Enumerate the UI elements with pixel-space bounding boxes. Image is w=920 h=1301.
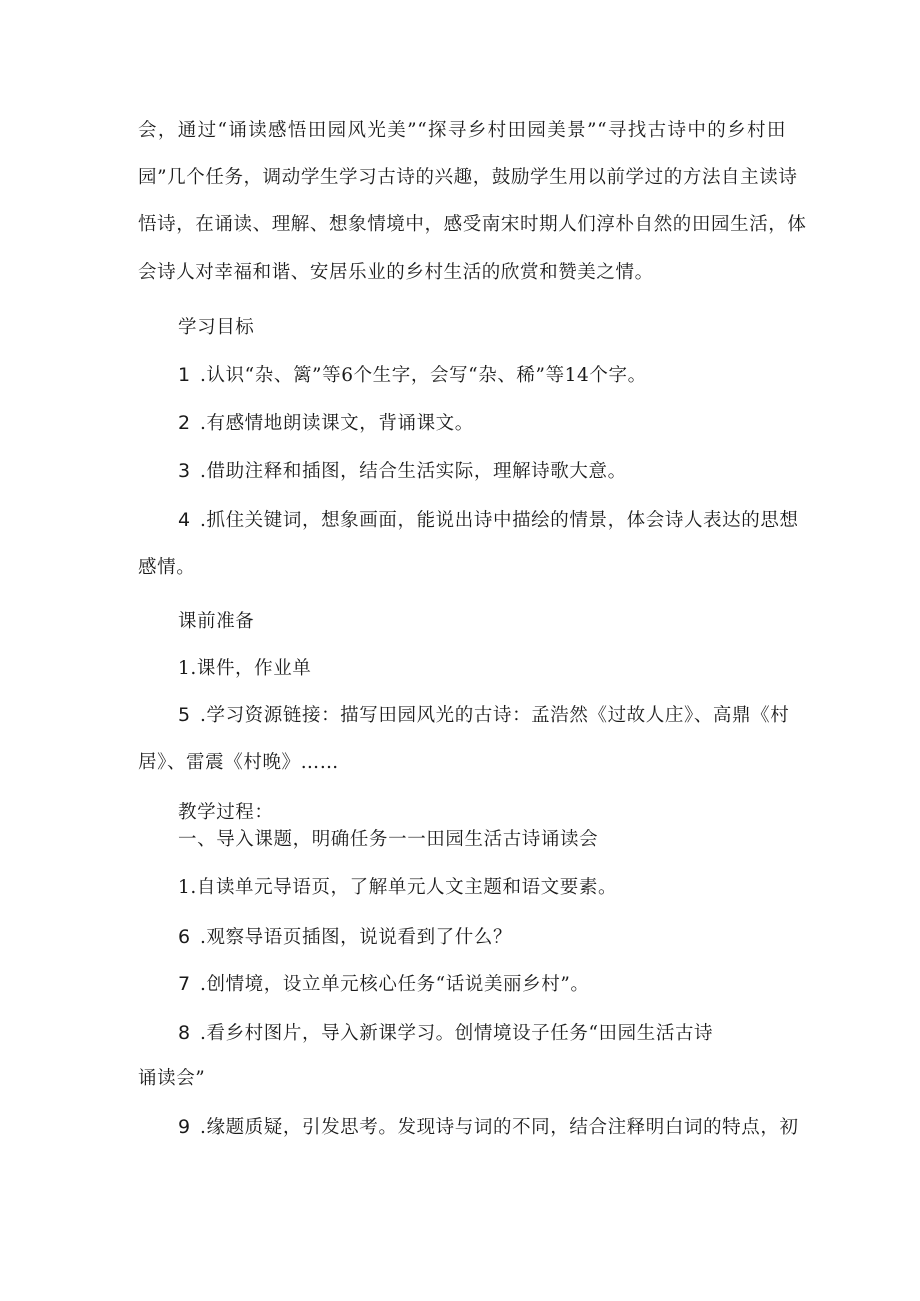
process-number: 9 (178, 1116, 191, 1138)
objective-text: .认识“杂、篱”等6个生字，会写“杂、稀”等14个字。 (200, 365, 647, 386)
objective-number: 4 (178, 509, 191, 531)
objective-number: 2 (178, 412, 191, 434)
process-section-1: 一、导入课题，明确任务一一田园生活古诗诵读会 (178, 829, 599, 850)
process-item-8-continuation: 诵读会” (138, 1068, 206, 1089)
preparation-item-5-continuation: 居》、雷震《村晚》…… (138, 752, 339, 773)
process-item-1: 1.自读单元导语页，了解单元人文主题和语文要素。 (178, 877, 618, 898)
preparation-item-1: 1.课件，作业单 (178, 658, 312, 679)
process-item-6 (178, 925, 512, 950)
process-item-7 (178, 972, 590, 997)
process-item-9 (178, 1115, 799, 1140)
process-item-8 (178, 1021, 713, 1046)
objective-text: .有感情地朗读课文，背诵课文。 (200, 413, 474, 434)
objective-item-2 (178, 411, 474, 436)
preparation-text: .学习资源链接：描写田园风光的古诗：孟浩然《过故人庄》、高鼎《村 (200, 705, 790, 726)
process-number: 6 (178, 926, 191, 948)
process-heading: 教学过程： (178, 802, 274, 823)
intro-line-4: 会诗人对幸福和谐、安居乐业的乡村生活的欣赏和赞美之情。 (138, 262, 654, 283)
process-text: .缘题质疑，引发思考。发现诗与词的不同，结合注释明白词的特点，初 (200, 1117, 799, 1138)
objectives-heading: 学习目标 (178, 317, 255, 338)
objective-item-4-continuation: 感情。 (138, 557, 196, 578)
process-text: .观察导语页插图，说说看到了什么？ (200, 927, 513, 948)
intro-line-2: 园”几个任务，调动学生学习古诗的兴趣，鼓励学生用以前学过的方法自主读诗 (138, 167, 798, 188)
objective-text: .抓住关键词，想象画面，能说出诗中描绘的情景，体会诗人表达的思想 (200, 510, 799, 531)
objective-item-4 (178, 508, 799, 533)
preparation-number: 5 (178, 704, 191, 726)
preparation-heading: 课前准备 (178, 611, 255, 632)
objective-text: .借助注释和插图，结合生活实际，理解诗歌大意。 (200, 461, 627, 482)
intro-line-1: 会，通过“诵读感悟田园风光美”“探寻乡村田园美景”“寻找古诗中的乡村田 (138, 120, 786, 141)
process-number: 7 (178, 973, 191, 995)
intro-line-3: 悟诗，在诵读、理解、想象情境中，感受南宋时期人们淳朴自然的田园生活，体 (138, 214, 807, 235)
objective-item-3 (178, 459, 627, 484)
process-text: .创情境，设立单元核心任务“话说美丽乡村”。 (200, 974, 590, 995)
objective-number: 1 (178, 364, 191, 386)
preparation-item-5 (178, 703, 790, 728)
process-number: 8 (178, 1022, 191, 1044)
objective-number: 3 (178, 460, 191, 482)
objective-item-1 (178, 363, 647, 388)
process-text: .看乡村图片，导入新课学习。创情境设子任务“田园生活古诗 (200, 1023, 714, 1044)
